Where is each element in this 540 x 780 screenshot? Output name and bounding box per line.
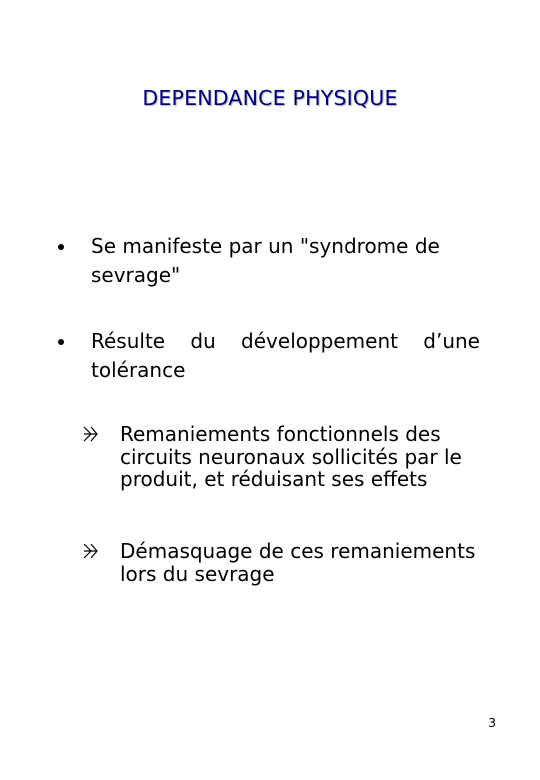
arrow-right-icon (82, 424, 102, 444)
bullet-line: sevrage" (91, 263, 181, 287)
bullet-line: Se manifeste par un "syndrome de (91, 234, 440, 258)
sub-bullet-line: lors du sevrage (120, 561, 275, 586)
bullet-word: développement (241, 329, 398, 353)
sub-bullet-line: circuits neuronaux sollicités par le (120, 444, 462, 469)
slide-title: DEPENDANCE PHYSIQUE (142, 86, 398, 110)
sub-bullet-line: Remaniements fonctionnels des (120, 422, 441, 446)
bullet-item-syndrome (91, 232, 480, 290)
sub-bullet-line: Démasquage de ces remaniements (120, 539, 476, 563)
bullet-item-tolerance (91, 327, 480, 385)
bullet-dot-icon (58, 244, 64, 250)
bullet-justified-line (91, 327, 480, 356)
bullet-word: du (190, 329, 216, 353)
bullet-line: tolérance (91, 358, 186, 382)
arrow-right-icon (82, 541, 102, 561)
bullet-dot-icon (58, 339, 64, 345)
bullet-word: d’une (423, 329, 480, 353)
sub-bullet-remaniements (120, 423, 500, 491)
sub-bullet-demasquage (120, 540, 500, 585)
sub-bullet-line: produit, et réduisant ses effets (120, 467, 428, 491)
bullet-word: Résulte (91, 329, 166, 353)
page-number: 3 (488, 716, 496, 730)
